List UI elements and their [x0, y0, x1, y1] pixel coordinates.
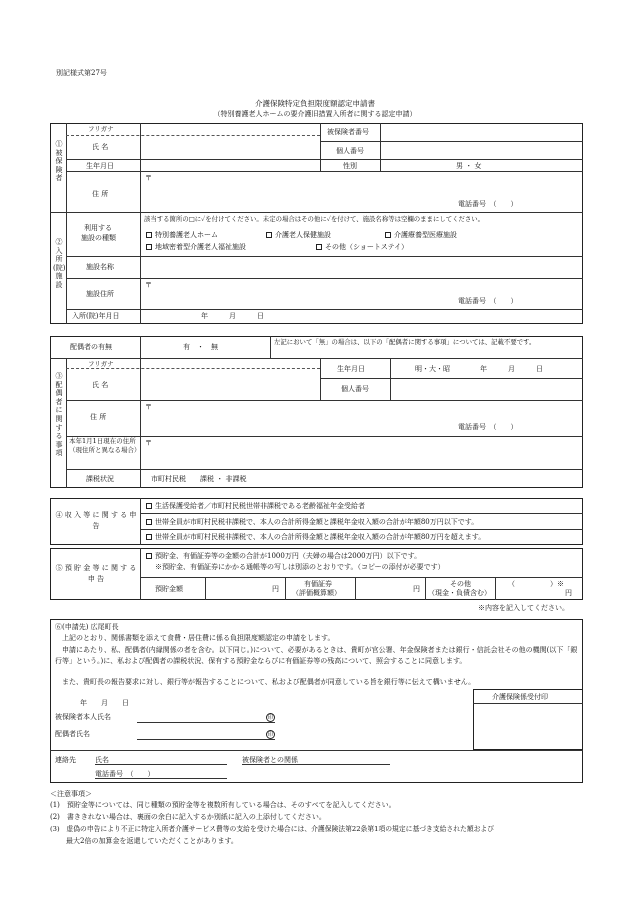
facility-postal-mark: 〒	[145, 281, 152, 289]
page-title: 介護保険特定負担限度額認定申請書	[255, 99, 375, 108]
section-insured-facility	[50, 123, 583, 324]
savings-amount-label: 預貯金額	[155, 585, 183, 593]
facility-vertical-label: ②入所(院)施設	[53, 238, 66, 289]
insured-personal-number-label: 個人番号	[336, 147, 364, 155]
spouse-birthdate-format: 年 月 日	[480, 365, 543, 373]
reception-stamp-label: 介護保険係受付印	[492, 693, 548, 701]
facility-type-label-2: 施設の種類	[81, 234, 116, 242]
facility-phone-label: 電話番号 （ ）	[458, 297, 518, 305]
spouse-presence-label: 配偶者の有無	[70, 343, 112, 351]
application-paragraph-3: また、貴町長の報告要求に対し、銀行等が報告することについて、私および配偶者が同意している旨を銀行等に伝えて構いません。	[62, 678, 476, 686]
admission-date-label: 入所(院)年月日	[72, 312, 120, 320]
spouse-phone-label: 電話番号 （ ）	[458, 423, 518, 431]
spouse-seal-icon: 印	[267, 732, 274, 738]
spouse-jan-address-label: 本年1月1日現在の住所（現住所と異なる場合）	[69, 437, 141, 454]
facility-option-nursing-home[interactable]: 特別養護老人ホーム	[146, 231, 218, 240]
notes-header: ＜注意事項＞	[50, 790, 92, 798]
facility-option-checkbox[interactable]	[316, 244, 322, 250]
facility-option-community[interactable]: 地域密着型介護老人福祉施設	[146, 243, 246, 252]
note-2: (2) 書ききれない場合は、裏面の余白に記入するか別紙に記入の上添付してください。	[50, 813, 326, 821]
spouse-furigana-label: フリガナ	[88, 360, 114, 368]
spouse-presence-note: 左記において「無」の場合は、以下の「配偶者に関する事項」については、記載不要です。	[274, 338, 536, 346]
form-number: 別記様式第27号	[56, 69, 107, 77]
insured-furigana-label: フリガナ	[88, 125, 114, 133]
facility-address-label: 施設住所	[86, 290, 114, 298]
other-assets-label: その他	[450, 580, 471, 588]
facility-option-other[interactable]: その他（ショートステイ）	[316, 243, 408, 252]
insured-sex-label: 性別	[343, 162, 357, 170]
spouse-tax-label: 課税状況	[86, 475, 114, 483]
insured-address-label: 住 所	[92, 190, 109, 198]
income-option-1[interactable]: 生活保護受給者／市町村民税世帯非課税である老齢福祉年金受給者	[146, 502, 365, 511]
facility-option-checkbox[interactable]	[266, 232, 272, 238]
income-option-2[interactable]: 世帯全員が市町村民税非課税で、本人の合計所得金額と課税年金収入額の合計が年額80万円以下です。	[146, 518, 478, 527]
facility-instruction: 該当する箇所の□に✓を付けてください。未定の場合はその他に✓を付けて、施設名称等は空欄のままにしてください。	[144, 215, 485, 223]
contact-relation-label: 被保険者との関係	[242, 756, 298, 764]
spouse-sign-label: 配偶者氏名	[55, 730, 90, 738]
securities-yen: 円	[413, 585, 420, 593]
other-assets-sublabel: （現金・負債含む）	[428, 589, 491, 597]
insured-postal-mark: 〒	[145, 174, 152, 182]
insured-number-label: 被保険者番号	[327, 128, 369, 136]
savings-checkbox[interactable]	[146, 553, 152, 559]
other-assets-yen: 円	[565, 589, 572, 597]
savings-declaration[interactable]: 預貯金、有価証券等の金額の合計が1000万円（夫婦の場合は2000万円）以下です。	[146, 552, 421, 561]
application-paragraph-1: 上記のとおり、関係書類を添えて食費・居住費に係る負担限度額認定の申請をします。	[62, 634, 335, 642]
income-checkbox[interactable]	[146, 534, 152, 540]
spouse-vertical-label: ③配偶者に関する事項	[55, 372, 63, 458]
application-paragraph-2: 申請にあたり、私、配偶者(内縁関係の者を含む。以下同じ。)について、必要があるときは、貴町が官公署、年金保険者または銀行・信託会社その他の機関(以下「銀行等」という。)に、私および配偶者の課税状況、保有する預貯金ならびに有価証券等の残高について、照会することに同意します。	[55, 646, 578, 665]
note-1: (1) 預貯金等については、同じ種類の預貯金等を複数所有している場合は、そのすべてを記入してください。	[50, 801, 396, 809]
savings-label: ⑤ 預 貯 金 等 に 関 す る 申 告	[55, 564, 137, 583]
facility-option-health-facility[interactable]: 介護老人保健施設	[266, 231, 331, 240]
note-3-continued: 最大2倍の加算金を返還していただくことがあります。	[66, 837, 238, 845]
insured-sex-options[interactable]: 男 ・ 女	[456, 162, 482, 170]
spouse-personal-number-label: 個人番号	[341, 385, 369, 393]
contact-name-label: 氏名	[95, 756, 109, 764]
spouse-birthdate-label: 生年月日	[337, 365, 365, 373]
facility-option-checkbox[interactable]	[385, 232, 391, 238]
insured-birthdate-label: 生年月日	[86, 162, 114, 170]
insured-name-label: 氏 名	[92, 143, 109, 151]
spouse-era-options[interactable]: 明・大・昭	[415, 365, 450, 373]
applicant-seal-icon: 印	[267, 715, 274, 721]
insured-vertical-label: ①被保険者	[55, 140, 63, 183]
spouse-name-label: 氏 名	[92, 381, 109, 389]
facility-option-checkbox[interactable]	[146, 232, 152, 238]
applicant-name-label: 被保険者本人氏名	[55, 713, 111, 721]
page-subtitle: （特別養護老人ホームの要介護旧措置入所者に関する認定申請）	[213, 110, 417, 118]
savings-attachment-note: ※預貯金、有価証券にかかる通帳等の写しは別添のとおりです。（コピーの添付が必要です）	[155, 563, 445, 571]
facility-option-checkbox[interactable]	[146, 244, 152, 250]
admission-date-format: 年 月 日	[201, 312, 264, 320]
income-label: ④ 収 入 等 に 関 す る 申 告	[55, 511, 137, 530]
income-checkbox[interactable]	[146, 519, 152, 525]
spouse-postal-mark: 〒	[145, 403, 152, 411]
spouse-address-label: 住 所	[90, 413, 107, 421]
note-3: (3) 虚偽の申告により不正に特定入所者介護サービス費等の支給を受けた場合には、介護保険法第22条第1項の規定に基づき支給された額および	[50, 825, 495, 833]
spouse-jan-postal-mark: 〒	[145, 439, 152, 447]
fill-in-note: ※内容を記入してください。	[478, 604, 569, 612]
spouse-tax-options[interactable]: 市町村民税 課税 ・ 非課税	[151, 475, 247, 483]
facility-name-label: 施設名称	[86, 263, 114, 271]
insured-phone-label: 電話番号 （ ）	[458, 200, 518, 208]
facility-option-medical[interactable]: 介護療養型医療施設	[385, 231, 457, 240]
contact-phone-label: 電話番号 （ ）	[95, 770, 155, 778]
contact-label: 連絡先	[55, 756, 76, 764]
income-option-3[interactable]: 世帯全員が市町村民税非課税で、本人の合計所得金額と課税年金収入額の合計が年額80万円を超えます。	[146, 533, 485, 542]
application-date: 年 月 日	[80, 699, 129, 707]
facility-type-label-1: 利用する	[84, 224, 112, 232]
other-assets-paren: （ ）※	[508, 580, 564, 588]
application-header: ⑥(申請先) 広尾町長	[55, 623, 119, 631]
income-checkbox[interactable]	[146, 503, 152, 509]
securities-label: 有価証券	[304, 580, 332, 588]
securities-sublabel: （評価概算額）	[292, 589, 341, 597]
spouse-presence-options[interactable]: 有 ・ 無	[183, 343, 218, 351]
savings-yen: 円	[272, 585, 279, 593]
